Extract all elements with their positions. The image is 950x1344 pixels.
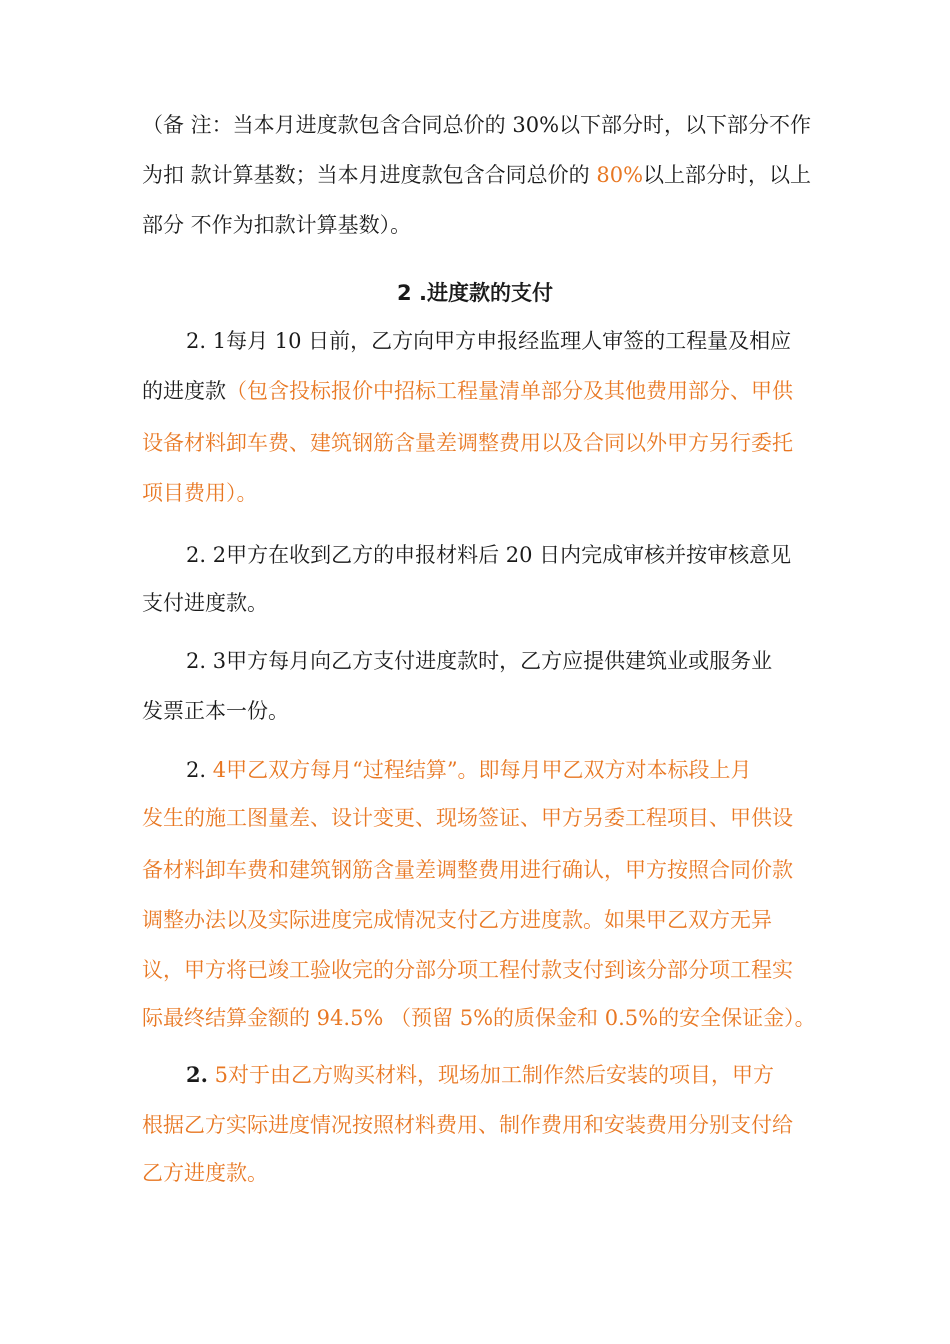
- clause-number: 2.: [186, 758, 213, 782]
- note-line-1: [142, 110, 811, 140]
- note-text: 以上部分时，以上: [643, 163, 812, 187]
- clause-2-5-line-3: 乙方进度款。: [142, 1161, 268, 1185]
- clause-2-4-line-5: 议，甲方将已竣工验收完的分部分项工程付款支付到该分部分项工程实: [142, 958, 793, 982]
- clause-2-1-line-1: 2. 1每月 10 日前，乙方向甲方申报经监理人审签的工程量及相应: [186, 329, 792, 353]
- clause-highlight: （包含投标报价中招标工程量清单部分及其他费用部分、甲供: [226, 379, 793, 403]
- clause-2-4-line-1: [186, 755, 752, 785]
- clause-2-2-line-1: 2. 2甲方在收到乙方的申报材料后 20 日内完成审核并按审核意见: [186, 543, 792, 567]
- note-line-3: [142, 210, 411, 240]
- clause-text: 的进度款: [142, 379, 226, 403]
- clause-highlight: 4甲乙双方每月“过程结算”。即每月甲乙双方对本标段上月: [212, 758, 752, 782]
- clause-2-5-line-1: [186, 1060, 774, 1090]
- clause-2-4-line-3: 备材料卸车费和建筑钢筋含量差调整费用进行确认，甲方按照合同价款: [142, 858, 793, 882]
- clause-2-3-line-2: 发票正本一份。: [142, 699, 289, 723]
- clause-2-4-line-4: 调整办法以及实际进度完成情况支付乙方进度款。如果甲乙双方无异: [142, 908, 772, 932]
- note-text: 部分 不作为扣款计算基数）。: [142, 213, 412, 237]
- clause-2-1-line-2: [142, 376, 793, 406]
- note-text: 为扣 款计算基数；当本月进度款包含合同总价的: [142, 163, 597, 187]
- section-title: 2 .进度款的支付: [397, 281, 553, 305]
- clause-2-2-line-2: 支付进度款。: [142, 591, 268, 615]
- note-text: （备 注：当本月进度款包含合同总价的 30%以下部分时，以下部分不作: [142, 113, 812, 137]
- clause-2-4-line-2: 发生的施工图量差、设计变更、现场签证、甲方另委工程项目、甲供设: [142, 806, 793, 830]
- clause-2-3-line-1: 2. 3甲方每月向乙方支付进度款时，乙方应提供建筑业或服务业: [186, 649, 773, 673]
- clause-2-1-line-3: 设备材料卸车费、建筑钢筋含量差调整费用以及合同以外甲方另行委托: [142, 431, 793, 455]
- note-highlight: 80%: [596, 163, 644, 187]
- clause-2-4-line-6: 际最终结算金额的 94.5% （预留 5%的质保金和 0.5%的安全保证金）。: [142, 1006, 816, 1030]
- clause-2-1-line-4: 项目费用）。: [142, 481, 258, 505]
- clause-2-5-line-2: 根据乙方实际进度情况按照材料费用、制作费用和安装费用分别支付给: [142, 1113, 793, 1137]
- clause-highlight: 5对于由乙方购买材料，现场加工制作然后安装的项目，甲方: [207, 1063, 774, 1087]
- clause-number: 2.: [186, 1062, 208, 1087]
- note-line-2: [142, 160, 811, 190]
